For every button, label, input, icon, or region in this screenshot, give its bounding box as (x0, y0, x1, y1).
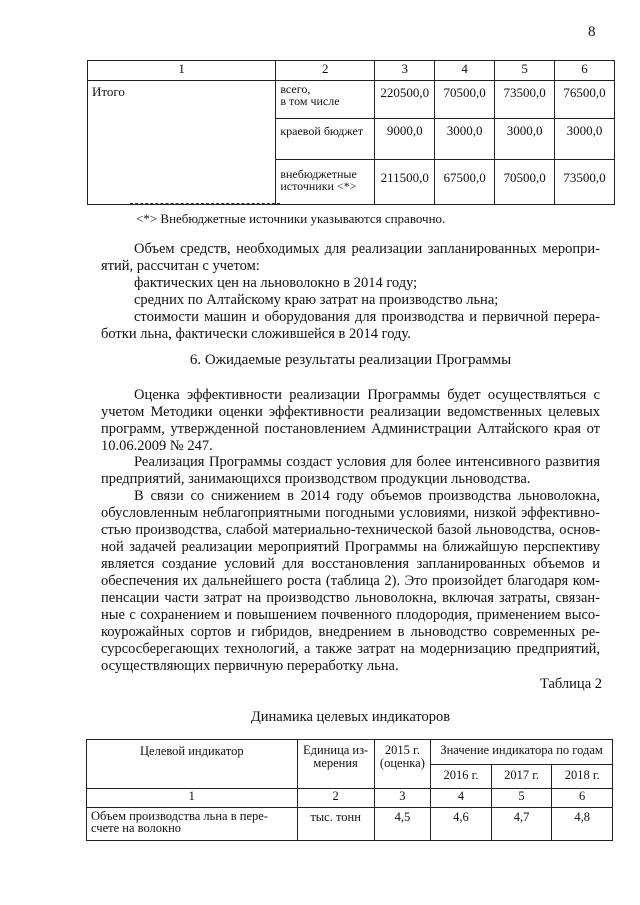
header-cell-values: Значение индикатора по годам (431, 740, 613, 765)
header-cell: 6 (555, 61, 615, 81)
header-cell: 1 (88, 61, 276, 81)
row-label-line: внебюджетные (280, 167, 357, 181)
value-cell: 4,6 (431, 808, 492, 841)
value-cell: 73500,0 (495, 81, 555, 119)
header-cell-indicator: Целевой индикатор (87, 740, 298, 789)
text-line: стоимости машин и оборудования для производства и первичной перера- (134, 309, 600, 325)
value-cell: 3000,0 (435, 119, 495, 160)
row-label (276, 160, 375, 205)
value-cell: 4,7 (491, 808, 552, 841)
paragraph-implementation (101, 454, 600, 488)
value-cell: 220500,0 (375, 81, 435, 119)
value-cell: 76500,0 (555, 81, 615, 119)
text-line: обеспечения их дальнейшего роста (таблица 2). Это произойдет благодаря ком- (101, 573, 600, 589)
paragraph-evaluation (101, 387, 600, 455)
header-cell-unit: Единица из-мерения (297, 740, 374, 789)
footnote: <*> Внебюджетные источники указываются справочно. (136, 211, 446, 226)
text-line: программ, утвержденной постановлением Администрации Алтайского края от (101, 421, 600, 437)
text-line: предприятий, занимающихся производством продукции льноводства. (101, 471, 531, 487)
value-cell: 70500,0 (495, 160, 555, 205)
header-cell: 3 (375, 61, 435, 81)
indicators-table (86, 739, 613, 841)
indicator-line: Объем производства льна в пере- (91, 809, 268, 823)
row-label (276, 119, 375, 160)
text-line: ной задачей реализации мероприятий Программы на ближайшую перспективу (101, 539, 600, 555)
text-line: ные с сохранением и повышением почвенного плодородия, применением высо- (101, 607, 600, 623)
row-label-line: всего, (280, 82, 311, 96)
number-cell: 5 (491, 789, 552, 808)
value-cell: 67500,0 (435, 160, 495, 205)
number-cell: 6 (552, 789, 613, 808)
text-line: средних по Алтайскому краю затрат на производство льна; (134, 292, 499, 308)
number-cell: 4 (431, 789, 492, 808)
text-line: обусловленным неблагоприятными погодными условиями, низкой эффективно- (101, 505, 600, 521)
value-cell: 4,5 (374, 808, 431, 841)
row-label-line: источники <*> (280, 179, 357, 193)
text-line: Оценка эффективности реализации Программы будет осуществляться с (134, 387, 600, 403)
section-title: 6. Ожидаемые результаты реализации Программы (189, 352, 512, 368)
table-numbers-row (87, 789, 613, 808)
header-cell-2015: 2015 г. (оценка) (374, 740, 431, 789)
text-line: Реализация Программы создаст условия для более интенсивного развития (134, 454, 600, 470)
text-line: стью производства, слабой материально-технической базой льноводства, основ- (101, 522, 600, 538)
value-cell: 9000,0 (375, 119, 435, 160)
value-cell: 4,8 (552, 808, 613, 841)
unit-cell: тыс. тонн (297, 808, 374, 841)
text-line: В связи со снижением в 2014 году объемов производства льноволокна, (134, 488, 600, 504)
footnote-separator (130, 203, 280, 204)
text-line: 10.06.2009 № 247. (101, 438, 213, 454)
row-label-line: в том числе (280, 94, 340, 108)
value-cell: 211500,0 (375, 160, 435, 205)
text-line: пенсации части затрат на производство льноволокна, включая затраты, связан- (101, 590, 600, 606)
text-line: ятий, рассчитан с учетом: (101, 258, 260, 274)
row-label-line: краевой бюджет (280, 124, 364, 138)
paragraph-funding (101, 241, 600, 343)
value-cell: 3000,0 (495, 119, 555, 160)
header-cell: 5 (495, 61, 555, 81)
text-line: Объем средств, необходимых для реализации запланированных меропри- (134, 241, 600, 257)
table-label: Таблица 2 (539, 676, 602, 692)
year-cell: 2017 г. (491, 764, 552, 789)
text-line: ботки льна, фактически сложившейся в 2014 году. (101, 326, 411, 342)
number-cell: 2 (297, 789, 374, 808)
table-row (87, 808, 613, 841)
table-row (88, 81, 615, 119)
text-line: коурожайных сортов и гибридов, внедрением в льноводство современных ре- (101, 624, 600, 640)
value-cell: 3000,0 (555, 119, 615, 160)
indicator-line: счете на волокно (91, 821, 182, 835)
number-cell: 1 (87, 789, 298, 808)
text-line: фактических цен на льноволокно в 2014 году; (134, 275, 418, 291)
row-label (276, 81, 375, 119)
table-header-row (88, 61, 615, 81)
indicator-cell (87, 808, 298, 841)
table-title: Динамика целевых индикаторов (250, 709, 451, 725)
text-line: является создание условий для восстановления запланированных объемов и (101, 556, 600, 572)
number-cell: 3 (374, 789, 431, 808)
text-line: осуществляющих первичную переработку льна. (101, 658, 399, 674)
text-line: сурсосберегающих технологий, а также затрат на модернизацию предприятий, (101, 641, 600, 657)
page-number: 8 (588, 24, 596, 40)
value-cell: 70500,0 (435, 81, 495, 119)
year-cell: 2018 г. (552, 764, 613, 789)
budget-table (87, 60, 615, 205)
value-cell: 73500,0 (555, 160, 615, 205)
header-cell: 2 (276, 61, 375, 81)
paragraph-reduction (101, 488, 600, 675)
header-cell: 4 (435, 61, 495, 81)
text-line: учетом Методики оценки эффективности реализации ведомственных целевых (101, 404, 600, 420)
year-cell: 2016 г. (431, 764, 492, 789)
table-header-row (87, 740, 613, 765)
row-label-total: Итого (88, 81, 276, 205)
